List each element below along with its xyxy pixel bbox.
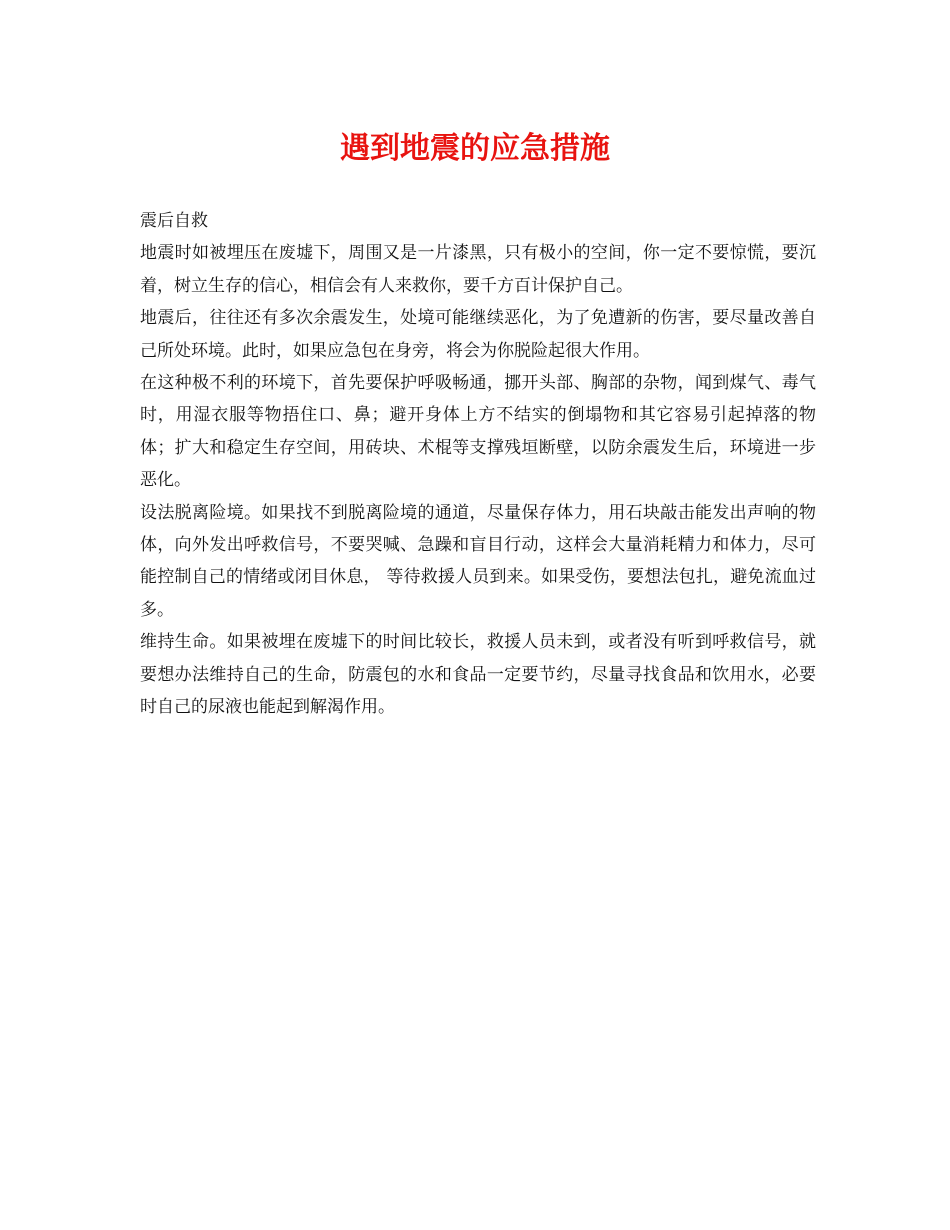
paragraph: 设法脱离险境。如果找不到脱离险境的通道，尽量保存体力，用石块敲击能发出声响的物体，向外发出呼救信号，不要哭喊、急躁和盲目行动，这样会大量消耗精力和体力，尽可能控制自己的情绪或闭目休息， 等待救援人员到来。如果受伤，要想法包扎，避免流血过多。 [140,502,816,620]
paragraph: 地震时如被埋压在废墟下，周围又是一片漆黑，只有极小的空间，你一定不要惊慌，要沉着，树立生存的信心，相信会有人来救你，要千方百计保护自己。 [140,243,816,296]
document-body [140,205,816,724]
section-heading: 震后自救 [140,211,208,231]
document-title: 遇到地震的应急措施 [340,131,610,166]
paragraph: 地震后，往往还有多次余震发生，处境可能继续恶化，为了免遭新的伤害，要尽量改善自己所处环境。此时，如果应急包在身旁，将会为你脱险起很大作用。 [140,308,816,361]
paragraph: 在这种极不利的环境下，首先要保护呼吸畅通，挪开头部、胸部的杂物，闻到煤气、毒气时，用湿衣服等物捂住口、鼻；避开身体上方不结实的倒塌物和其它容易引起掉落的物体；扩大和稳定生存空间，用砖块、术棍等支撑残垣断壁，以防余震发生后，环境进一步恶化。 [140,373,816,491]
paragraph: 维持生命。如果被埋在废墟下的时间比较长，救援人员未到，或者没有听到呼救信号，就要想办法维持自己的生命，防震包的水和食品一定要节约，尽量寻找食品和饮用水，必要时自己的尿液也能起到解渴作用。 [140,632,816,718]
